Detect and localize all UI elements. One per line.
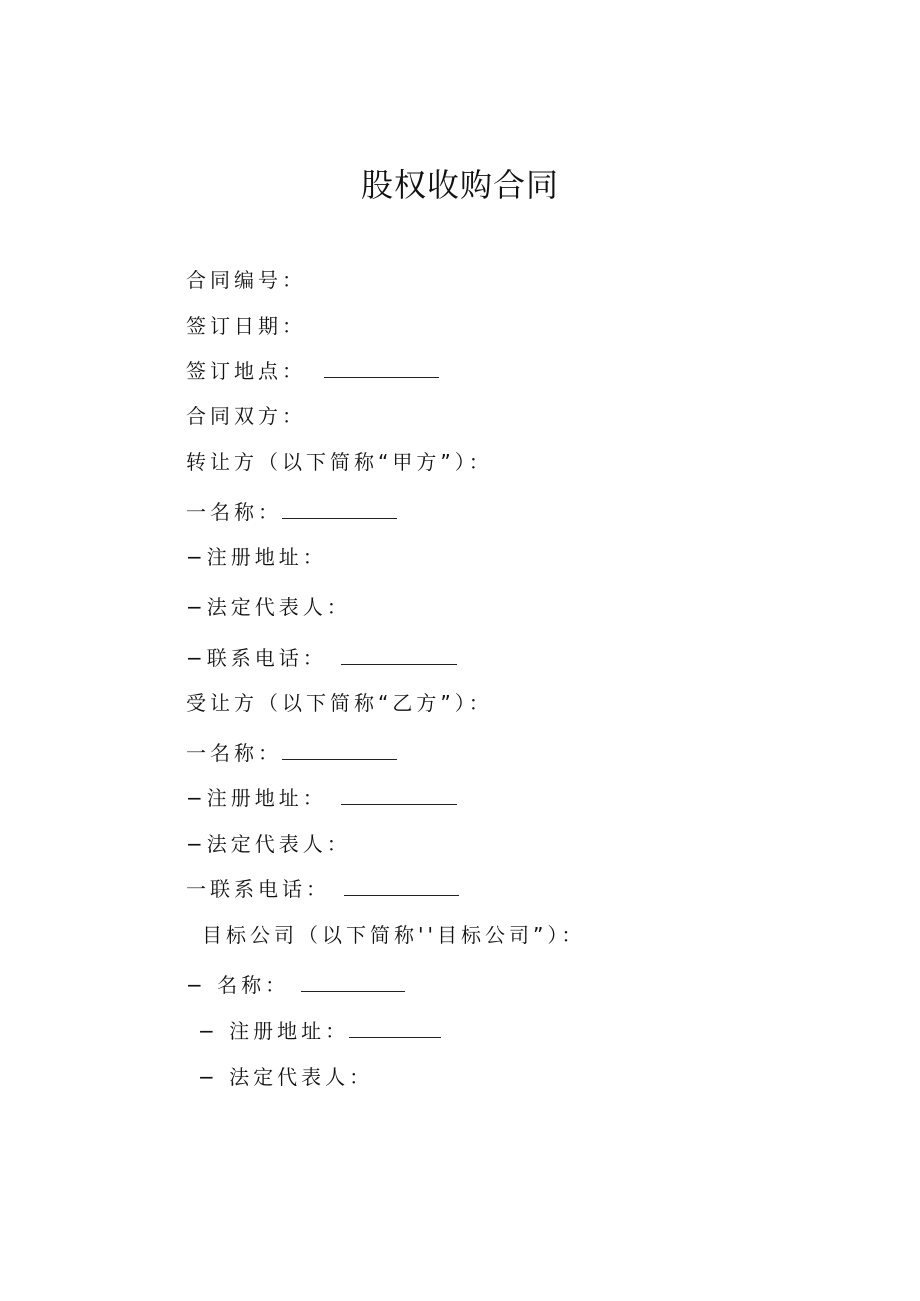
party-b-address-label: −注册地址： [186,786,327,810]
target-name-label: − 名称： [186,973,290,997]
contract-number-line [186,266,306,294]
party-b-address-line [186,784,457,812]
party-b-name-blank [282,739,397,760]
party-b-phone-line [186,875,459,903]
party-b-phone-label: 一联系电话： [186,877,330,901]
sign-date-line [186,312,306,340]
party-b-name-line [186,739,397,767]
target-name-blank [301,971,405,992]
sign-place-label: 签订地点： [186,359,306,383]
sign-place-blank [324,357,439,378]
party-b-legal-rep-label: −法定代表人： [186,832,351,856]
party-a-name-label: 一名称： [186,500,282,524]
party-a-legal-rep-label: −法定代表人： [186,595,351,619]
target-address-label: − 注册地址： [198,1019,350,1043]
party-a-address-label: −注册地址： [186,545,327,569]
target-address-blank [349,1017,441,1038]
document-title: 股权收购合同 [360,166,559,204]
party-a-phone-label: −联系电话： [186,646,327,670]
parties-label: 合同双方： [186,404,306,428]
party-a-name-blank [282,498,397,519]
parties-line [186,402,306,430]
party-b-heading-text: 受让方（以下简称“乙方”）： [186,691,493,715]
party-a-phone-line [186,644,457,672]
party-a-address-line [186,543,327,571]
target-legal-rep-label: − 法定代表人： [198,1065,374,1089]
party-b-name-label: 一名称： [186,741,282,765]
party-b-address-blank [341,784,457,805]
target-heading-text: 目标公司（以下简称''目标公司”）： [202,923,586,947]
sign-date-label: 签订日期： [186,314,306,338]
target-legal-rep-line [198,1063,373,1091]
party-b-heading [186,689,493,717]
sign-place-line [186,357,439,385]
target-name-line [186,971,405,999]
target-address-line [198,1017,441,1045]
party-b-legal-rep-line [186,830,351,858]
party-a-heading [186,448,493,476]
target-heading [202,921,585,949]
party-a-phone-blank [341,644,457,665]
contract-number-label: 合同编号： [186,268,306,292]
party-a-legal-rep-line [186,593,351,621]
party-a-heading-text: 转让方（以下简称“甲方”）： [186,450,493,474]
party-a-name-line [186,498,397,526]
party-b-phone-blank [344,875,459,896]
